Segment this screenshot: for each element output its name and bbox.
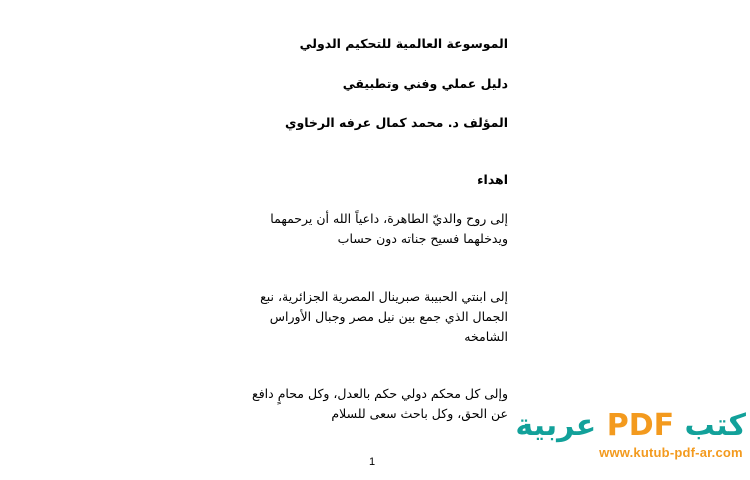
watermark-word: PDF (606, 408, 675, 443)
dedication-heading: اهداء (477, 172, 508, 187)
dedication-line: الجمال الذي جمع بين نيل مصر وجبال الأوراس (269, 309, 508, 324)
dedication-line: الشامخه (464, 329, 508, 344)
watermark-url: www.kutub-pdf-ar.com (599, 445, 743, 460)
dedication-line: وإلى كل محكم دولي حكم بالعدل، وكل محامٍ دافع (252, 386, 508, 401)
document-author: المؤلف د. محمد كمال عرفه الرخاوي (285, 115, 508, 130)
watermark-word: كتب (684, 408, 746, 443)
dedication-line: عن الحق، وكل باحث سعى للسلام (331, 406, 508, 421)
watermark-logo-text (515, 408, 746, 444)
watermark-word: عربية (515, 408, 597, 443)
dedication-line: إلى ابنتي الحبيبة صبرينال المصرية الجزائرية، نبع (260, 289, 508, 304)
watermark-logo (515, 408, 746, 460)
document-subtitle: دليل عملي وفني وتطبيقي (342, 76, 508, 91)
document-title: الموسوعة العالمية للتحكيم الدولي (299, 36, 508, 51)
dedication-line: ويدخلهما فسيح جناته دون حساب (337, 231, 508, 246)
dedication-line: إلى روح والديّ الطاهرة، داعياً الله أن يرحمهما (270, 211, 508, 226)
page-number: 1 (369, 456, 376, 468)
